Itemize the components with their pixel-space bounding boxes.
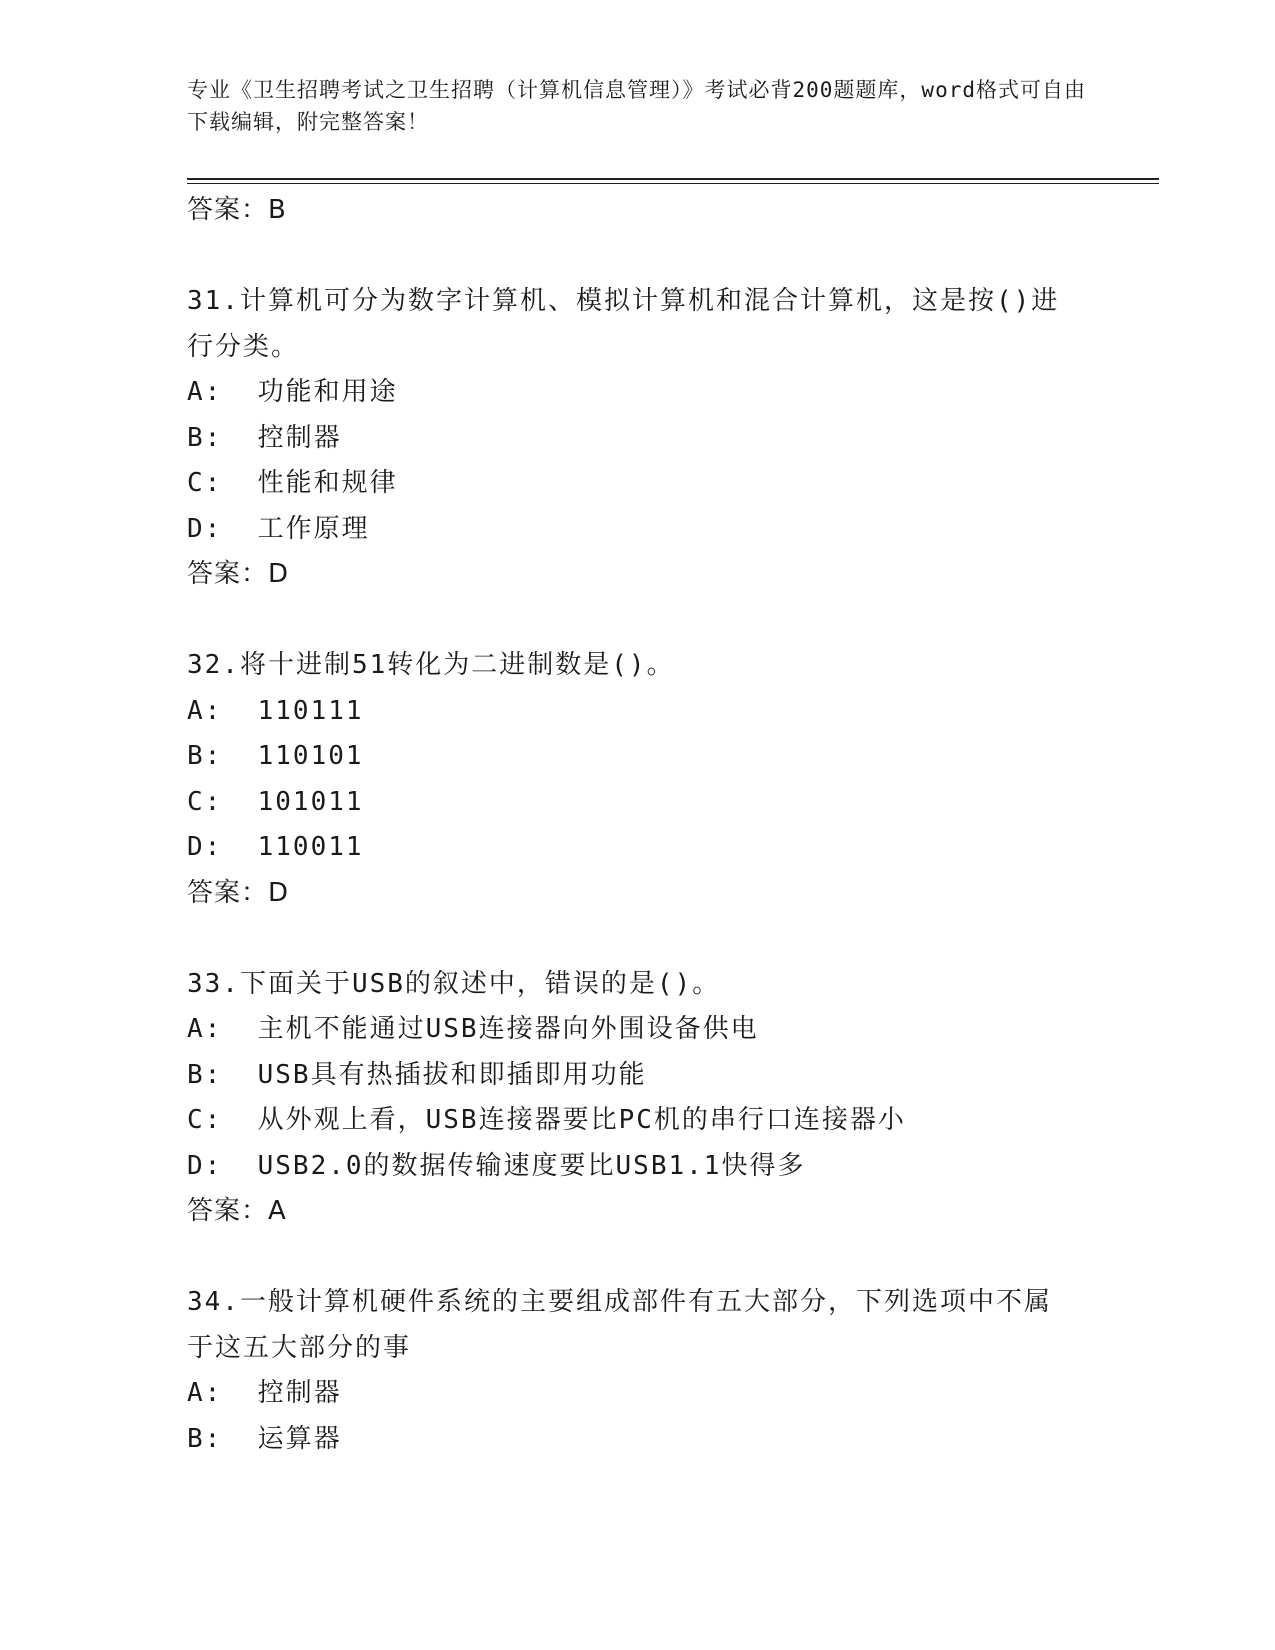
- option-a: A: 110111: [187, 695, 364, 726]
- question-stem: 31.计算机可分为数字计算机、模拟计算机和混合计算机，这是按()进: [187, 286, 1060, 316]
- answer: 答案：D: [187, 877, 290, 908]
- answer: 答案：D: [187, 559, 290, 589]
- option-d: D: USB2.0的数据传输速度要比USB1.1快得多: [187, 1150, 806, 1181]
- header-rule-thin: [187, 183, 1159, 184]
- option-c: C: 性能和规律: [187, 468, 398, 498]
- question-31: [187, 279, 1087, 598]
- question-stem: 33.下面关于USB的叙述中，错误的是()。: [187, 968, 721, 999]
- question-34: [187, 1280, 1087, 1462]
- option-b: B: 控制器: [187, 422, 342, 453]
- question-stem-continued: 于这五大部分的事: [187, 1332, 412, 1363]
- answer: 答案：A: [187, 1196, 287, 1226]
- previous-answer: 答案：B: [187, 195, 287, 225]
- question-33: [187, 962, 1087, 1235]
- page-header: 专业《卫生招聘考试之卫生招聘（计算机信息管理）》考试必背200题题库，word格式可自由下载编辑，附完整答案！: [187, 78, 1086, 134]
- option-c: C: 从外观上看，USB连接器要比PC机的串行口连接器小: [187, 1105, 906, 1135]
- option-a: A: 控制器: [187, 1378, 342, 1408]
- option-a: A: 功能和用途: [187, 377, 398, 407]
- spacer: [187, 598, 1087, 644]
- spacer: [187, 234, 1087, 280]
- question-stem-continued: 行分类。: [187, 331, 300, 362]
- question-list: [187, 188, 1087, 1462]
- option-d: D: 110011: [187, 832, 364, 862]
- option-d: D: 工作原理: [187, 513, 370, 544]
- option-c: C: 101011: [187, 786, 364, 817]
- question-stem: 34.一般计算机硬件系统的主要组成部件有五大部分，下列选项中不属: [187, 1287, 1052, 1317]
- question-stem: 32.将十进制51转化为二进制数是()。: [187, 650, 675, 680]
- spacer: [187, 1235, 1087, 1281]
- option-b: B: 运算器: [187, 1423, 342, 1454]
- option-b: B: 110101: [187, 741, 364, 771]
- option-a: A: 主机不能通过USB连接器向外围设备供电: [187, 1014, 759, 1044]
- spacer: [187, 916, 1087, 962]
- header-rule-thick: [187, 178, 1159, 180]
- question-32: [187, 643, 1087, 916]
- option-b: B: USB具有热插拔和即插即用功能: [187, 1059, 647, 1090]
